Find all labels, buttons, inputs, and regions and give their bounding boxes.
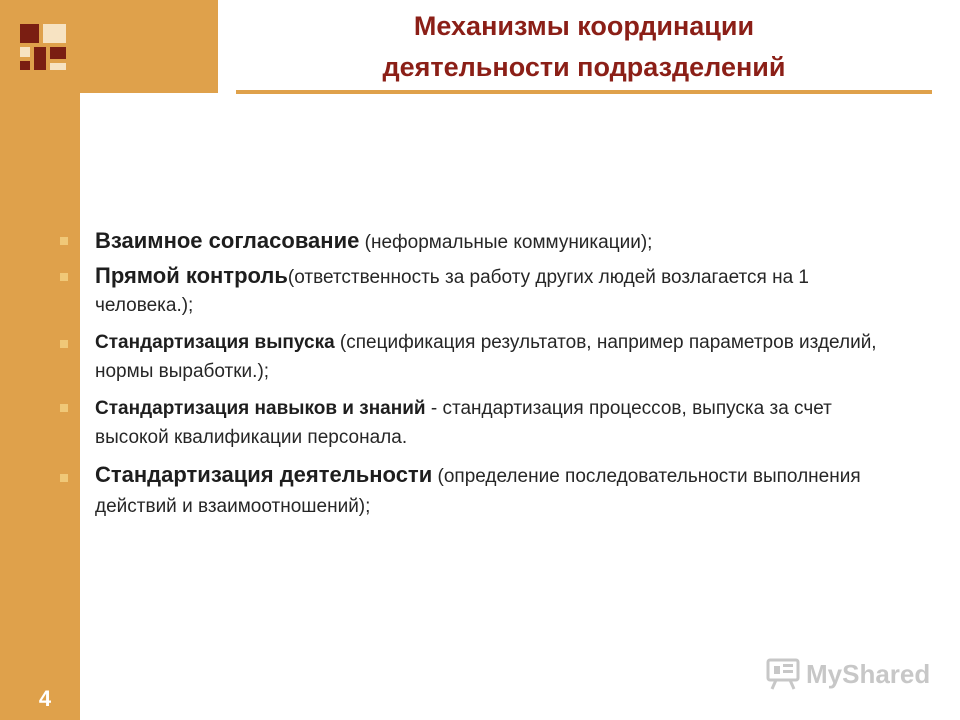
slide-title <box>236 6 932 88</box>
watermark <box>766 656 930 692</box>
title-line-2: деятельности подразделений <box>382 52 786 82</box>
list-item <box>60 222 900 260</box>
item-text: (спецификация результатов, например параметров изделий, нормы выработки.); <box>95 332 877 382</box>
item-lead: Прямой контроль <box>95 263 288 288</box>
bullet-square-icon <box>60 340 68 348</box>
list-item <box>60 328 900 394</box>
item-lead: Стандартизация навыков и знаний <box>95 398 426 419</box>
bullet-square-icon <box>60 474 68 482</box>
mechanisms-list <box>60 222 900 522</box>
presentation-board-icon <box>766 658 800 690</box>
list-item <box>60 460 900 522</box>
bullet-square-icon <box>60 237 68 245</box>
item-text: - стандартизация процессов, выпуска за счет высокой квалификации персонала. <box>95 398 832 448</box>
bullet-square-icon <box>60 273 68 281</box>
item-lead: Стандартизация деятельности <box>95 462 433 487</box>
list-item <box>60 394 900 460</box>
logo-blocks-icon <box>20 24 66 70</box>
item-text: (неформальные коммуникации); <box>359 232 653 253</box>
bullet-square-icon <box>60 404 68 412</box>
list-item <box>60 260 900 328</box>
watermark-text: MyShared <box>806 658 931 689</box>
page-number: 4 <box>38 686 52 711</box>
item-text: (определение последовательности выполнения действий и взаимоотношений); <box>95 466 861 517</box>
title-underline <box>236 90 932 94</box>
title-line-1: Механизмы координации <box>413 11 755 41</box>
item-text: (ответственность за работу других людей возлагается на 1 человека.); <box>95 267 809 316</box>
item-lead: Взаимное согласование <box>95 228 360 253</box>
item-lead: Стандартизация выпуска <box>95 332 335 353</box>
